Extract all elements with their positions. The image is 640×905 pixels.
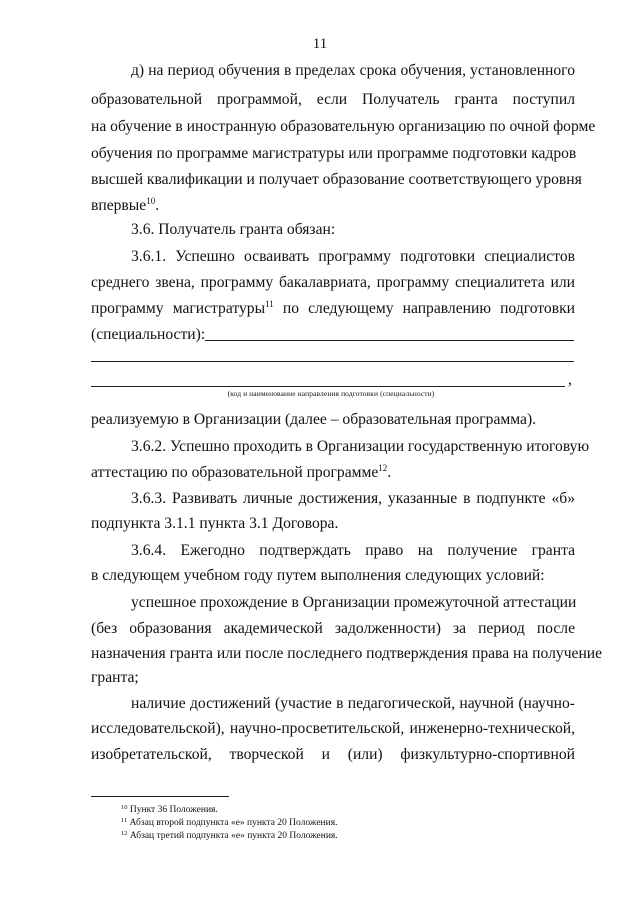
text-line: изобретательской, творческой и (или) физкультурно-спортивной [91,746,575,763]
text-fragment: программу магистратуры [91,300,266,317]
text-line: на обучение в иностранную образовательную организацию по очной форме [91,118,596,135]
footnote [121,830,338,842]
footnote-number: 11 [121,817,128,824]
field-caption: (код и наименование направления подготовки (специальности) [227,389,435,398]
footnote [121,804,218,816]
footnote-text: Абзац третий подпункта «е» пункта 20 Положения. [127,831,338,841]
footnote-ref: 12 [378,463,388,473]
text-line [91,196,575,216]
footnote-ref: 11 [265,299,274,309]
footnote-number: 12 [121,830,128,837]
text-line: наличие достижений (участие в педагогической, научной (научно- [131,695,575,712]
text-line: в следующем учебном году путем выполнения следующих условий: [91,567,545,584]
fill-in-line [91,386,565,387]
footnote [121,817,337,829]
text-line: гранта; [91,669,139,686]
footnote-number: 10 [121,804,128,811]
footnote-separator [91,796,229,797]
text-line: 3.6.1. Успешно осваивать программу подготовки специалистов [131,248,575,265]
text-fragment: впервые [91,197,147,214]
footnote-text: Абзац второй подпункта «е» пункта 20 Положения. [127,818,338,828]
text-line: реализуемую в Организации (далее – образовательная программа). [91,411,537,428]
text-line: подпункта 3.1.1 пункта 3.1 Договора. [91,515,339,532]
text-line: (специальности): [91,326,206,343]
text-line: успешное прохождение в Организации промежуточной аттестации [131,594,577,611]
footnote-ref: 10 [146,196,156,206]
text-line: д) на период обучения в пределах срока обучения, установленного [131,62,575,79]
page-number: 11 [312,36,328,52]
text-line: образовательной программой, если Получатель гранта поступил [91,91,575,108]
text-fragment: по следующему направлению подготовки [273,300,576,317]
text-line [91,299,575,319]
footnote-text: Пункт 36 Положения. [127,805,218,815]
text-fragment: аттестацию по образовательной программе [91,464,379,481]
text-fragment: . [387,464,392,481]
text-line: (без образования академической задолженности) за период после [91,620,575,637]
text-line: обучения по программе магистратуры или программе подготовки кадров [91,145,577,162]
text-line: 3.6.2. Успешно проходить в Организации государственную итоговую [131,438,590,455]
text-line: среднего звена, программу бакалавриата, программу специалитета или [91,274,575,291]
text-line: назначения гранта или после последнего подтверждения права на получение [91,645,603,662]
text-line: 3.6.4. Ежегодно подтверждать право на получение гранта [131,542,575,559]
text-line: 3.6.3. Развивать личные достижения, указанные в подпункте «б» [131,490,575,507]
comma: , [568,371,572,388]
clause-heading: 3.6. Получатель гранта обязан: [131,221,336,238]
fill-in-line [91,361,574,362]
fill-in-line [205,340,574,341]
text-fragment: . [155,197,160,214]
text-line: высшей квалификации и получает образование соответствующего уровня [91,171,582,188]
text-line [91,463,575,483]
text-line: исследовательской), научно-просветительской, инженерно-технической, [91,720,575,737]
